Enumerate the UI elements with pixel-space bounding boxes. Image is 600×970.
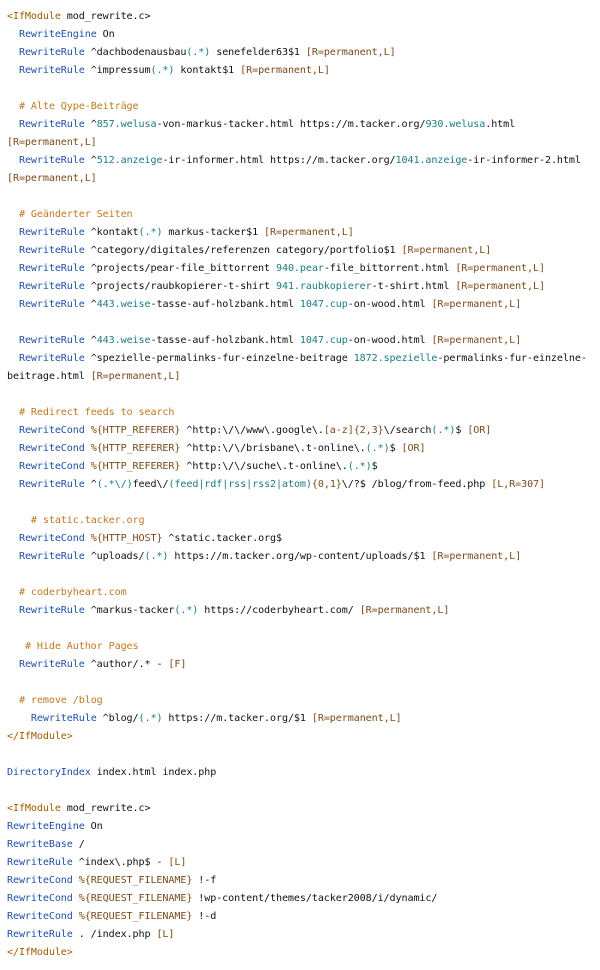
plain-text: mod_rewrite.c> [60, 11, 151, 22]
plain-text: -t-shirt.html [371, 281, 456, 292]
blank-line [7, 386, 600, 404]
plain-text: feed\/ [132, 479, 169, 490]
module-tag: <IfModule [7, 803, 61, 814]
flag-token: [L,R=307] [491, 479, 546, 490]
plain-text: ^ [84, 299, 97, 310]
code-line [7, 836, 600, 854]
blank-line [7, 188, 600, 206]
plain-text [7, 155, 19, 166]
code-line [7, 602, 600, 620]
plain-text: ^http:\/\/suche\.t-online\. [180, 461, 348, 472]
pattern-token: (.*) [431, 425, 456, 436]
directive-keyword: RewriteCond [7, 875, 73, 886]
plain-text [7, 209, 19, 220]
blank-line [7, 620, 600, 638]
code-line [7, 278, 600, 296]
plain-text: -on-wood.html [347, 335, 432, 346]
plain-text: ^kontakt [84, 227, 139, 238]
flag-token: [R=permanent,L] [431, 299, 522, 310]
flag-token: %{HTTP_HOST} [90, 533, 163, 544]
plain-text: $ [371, 461, 378, 472]
plain-text: $ [389, 443, 402, 454]
flag-token: [R=permanent,L] [431, 335, 522, 346]
blank-line [7, 566, 600, 584]
flag-token: [R=permanent,L] [240, 65, 330, 76]
code-line [7, 800, 600, 818]
code-line [7, 44, 600, 62]
code-line [7, 710, 600, 728]
plain-text: \/search [383, 425, 432, 436]
plain-text: On [84, 821, 103, 832]
pattern-token: (.*) [365, 443, 390, 454]
plain-text: https://m.tacker.org/$1 [162, 713, 312, 724]
code-line [7, 458, 600, 476]
code-line [7, 152, 600, 170]
pattern-token: (.*) [138, 227, 163, 238]
directive-keyword: RewriteEngine [18, 29, 97, 40]
plain-text: ^ [84, 119, 97, 130]
code-line [7, 548, 600, 566]
pattern-token: 940.pear [275, 263, 324, 274]
pattern-token: 443.weise [96, 299, 151, 310]
plain-text: !wp-content/themes/tacker2008/i/dynamic/ [192, 893, 438, 904]
plain-text [7, 695, 19, 706]
code-line [7, 116, 600, 134]
directive-keyword: RewriteRule [18, 479, 85, 490]
plain-text [7, 425, 19, 436]
code-line [7, 872, 600, 890]
pattern-token: (.*) [174, 605, 199, 616]
directive-keyword: RewriteRule [18, 659, 85, 670]
code-line [7, 854, 600, 872]
plain-text [7, 713, 31, 724]
code-line [7, 890, 600, 908]
plain-text: -tasse-auf-holzbank.html [150, 335, 300, 346]
directive-keyword: RewriteRule [18, 299, 85, 310]
code-line [7, 476, 600, 494]
flag-token: [R=permanent,L] [264, 227, 354, 238]
flag-token: %{REQUEST_FILENAME} [78, 893, 193, 904]
pattern-token: (feed|rdf|rss|rss2|atom) [168, 479, 312, 490]
flag-token: [L] [168, 857, 187, 868]
pattern-token: (.*) [138, 713, 163, 724]
plain-text: ^uploads/ [84, 551, 145, 562]
directive-keyword: RewriteCond [18, 533, 85, 544]
directive-keyword: RewriteCond [7, 911, 73, 922]
blank-line [7, 674, 600, 692]
pattern-token: 941.raubkopierer [275, 281, 372, 292]
plain-text [7, 281, 19, 292]
plain-text: \/?$ /blog/from-feed.php [341, 479, 492, 490]
plain-text: -file_bittorrent.html [323, 263, 456, 274]
directive-keyword: RewriteRule [18, 227, 85, 238]
plain-text [7, 119, 19, 130]
plain-text: ^ [84, 479, 97, 490]
plain-text [7, 461, 19, 472]
plain-text [7, 641, 25, 652]
pattern-token: 443.weise [96, 335, 151, 346]
code-line [7, 404, 600, 422]
plain-text: ^markus-tacker [84, 605, 175, 616]
pattern-token: 857.welusa [96, 119, 157, 130]
plain-text: -ir-informer-2.html [467, 155, 581, 166]
code-line [7, 26, 600, 44]
plain-text: -on-wood.html [347, 299, 432, 310]
plain-text: ^impressum [84, 65, 151, 76]
directive-keyword: RewriteRule [7, 929, 73, 940]
blank-line [7, 782, 600, 800]
module-tag: </IfModule> [7, 731, 73, 742]
code-line [7, 926, 600, 944]
code-line [7, 296, 600, 314]
directive-keyword: RewriteRule [18, 353, 85, 364]
flag-token: %{HTTP_REFERER} [90, 461, 181, 472]
flag-token: %{REQUEST_FILENAME} [78, 875, 193, 886]
plain-text [7, 263, 19, 274]
plain-text: ^ [84, 155, 97, 166]
plain-text: ^http:\/\/brisbane\.t-online\. [180, 443, 366, 454]
plain-text: -permalinks-fur-einzelne- [437, 353, 587, 364]
pattern-token: 1047.cup [299, 299, 348, 310]
plain-text: !-f [192, 875, 217, 886]
code-line [7, 728, 600, 746]
comment-text: # remove /blog [18, 695, 103, 706]
plain-text: -ir-informer.html https://m.tacker.org/ [162, 155, 396, 166]
pattern-token: (.*) [150, 65, 175, 76]
directive-keyword: RewriteBase [7, 839, 73, 850]
plain-text [7, 353, 19, 364]
plain-text: senefelder63$1 [210, 47, 306, 58]
directive-keyword: RewriteRule [7, 857, 73, 868]
flag-token: [R=permanent,L] [431, 551, 522, 562]
pattern-token: 1041.anzeige [395, 155, 468, 166]
comment-text: # static.tacker.org [30, 515, 145, 526]
plain-text: ^category/digitales/referenzen category/portfolio$1 [84, 245, 402, 256]
plain-text [7, 65, 19, 76]
plain-text: ^blog/ [96, 713, 139, 724]
plain-text: ^index\.php$ - [72, 857, 169, 868]
plain-text [7, 227, 19, 238]
flag-token: %{HTTP_REFERER} [90, 425, 181, 436]
plain-text: ^projects/raubkopierer-t-shirt [84, 281, 276, 292]
code-line [7, 170, 600, 188]
flag-token: [a-z]{2,3} [323, 425, 384, 436]
pattern-token: (.*\/) [96, 479, 133, 490]
plain-text: ^http:\/\/www\.google\. [180, 425, 324, 436]
code-line [7, 422, 600, 440]
flag-token: %{REQUEST_FILENAME} [78, 911, 193, 922]
code-line [7, 62, 600, 80]
code-line [7, 332, 600, 350]
flag-token: {0,1} [311, 479, 342, 490]
directive-keyword: RewriteRule [18, 65, 85, 76]
plain-text [7, 659, 19, 670]
code-line [7, 440, 600, 458]
plain-text: ^static.tacker.org$ [162, 533, 282, 544]
directive-keyword: RewriteRule [18, 47, 85, 58]
code-line [7, 206, 600, 224]
flag-token: [R=permanent,L] [7, 137, 97, 148]
plain-text: ^dachbodenausbau [84, 47, 187, 58]
pattern-token: 1872.spezielle [353, 353, 438, 364]
plain-text: -tasse-auf-holzbank.html [150, 299, 300, 310]
code-line [7, 638, 600, 656]
plain-text [7, 515, 31, 526]
flag-token: [R=permanent,L] [90, 371, 181, 382]
directive-keyword: RewriteCond [18, 443, 85, 454]
plain-text: ^spezielle-permalinks-fur-einzelne-beitrage [84, 353, 354, 364]
plain-text: kontakt$1 [174, 65, 241, 76]
code-line [7, 8, 600, 26]
directive-keyword: RewriteRule [18, 263, 85, 274]
pattern-token: (.*) [186, 47, 211, 58]
flag-token: [R=permanent,L] [305, 47, 396, 58]
code-line [7, 764, 600, 782]
directive-keyword: RewriteRule [18, 605, 85, 616]
code-line [7, 368, 600, 386]
code-line [7, 908, 600, 926]
flag-token: [R=permanent,L] [401, 245, 492, 256]
plain-text: markus-tacker$1 [162, 227, 265, 238]
directive-keyword: RewriteRule [30, 713, 97, 724]
code-line [7, 584, 600, 602]
plain-text: ^ [84, 335, 97, 346]
plain-text: ^projects/pear-file_bittorrent [84, 263, 276, 274]
flag-token: [R=permanent,L] [359, 605, 450, 616]
blank-line [7, 80, 600, 98]
plain-text [7, 299, 19, 310]
plain-text: . /index.php [72, 929, 157, 940]
plain-text: .html [485, 119, 516, 130]
plain-text: -von-markus-tacker.html https://m.tacker.org/ [156, 119, 426, 130]
blank-line [7, 494, 600, 512]
plain-text: ^author/.* - [84, 659, 169, 670]
flag-token: [R=permanent,L] [455, 263, 545, 274]
plain-text [7, 29, 19, 40]
pattern-token: 512.anzeige [96, 155, 163, 166]
code-line [7, 350, 600, 368]
flag-token: [R=permanent,L] [455, 281, 545, 292]
plain-text [7, 47, 19, 58]
code-line [7, 242, 600, 260]
plain-text: !-d [192, 911, 217, 922]
plain-text [7, 407, 19, 418]
directive-keyword: RewriteCond [18, 461, 85, 472]
comment-text: # coderbyheart.com [18, 587, 127, 598]
directive-keyword: RewriteRule [18, 155, 85, 166]
plain-text [7, 335, 19, 346]
comment-text: # Hide Author Pages [24, 641, 139, 652]
directive-keyword: RewriteCond [7, 893, 73, 904]
pattern-token: (.*) [144, 551, 169, 562]
plain-text [7, 443, 19, 454]
module-tag: </IfModule> [7, 947, 73, 958]
module-tag: <IfModule [7, 11, 61, 22]
flag-token: [OR] [401, 443, 426, 454]
directive-keyword: RewriteCond [18, 425, 85, 436]
plain-text [7, 587, 19, 598]
code-line [7, 224, 600, 242]
pattern-token: (.*) [347, 461, 372, 472]
pattern-token: 1047.cup [299, 335, 348, 346]
plain-text [7, 101, 19, 112]
code-line [7, 530, 600, 548]
code-line [7, 134, 600, 152]
flag-token: [R=permanent,L] [311, 713, 402, 724]
plain-text [7, 605, 19, 616]
plain-text: $ [455, 425, 468, 436]
flag-token: [F] [168, 659, 187, 670]
plain-text [7, 245, 19, 256]
directive-keyword: RewriteRule [18, 335, 85, 346]
plain-text: beitrage.html [7, 371, 91, 382]
flag-token: [R=permanent,L] [7, 173, 97, 184]
flag-token: [OR] [467, 425, 492, 436]
directive-keyword: RewriteRule [18, 119, 85, 130]
code-line [7, 656, 600, 674]
code-line [7, 692, 600, 710]
code-line [7, 512, 600, 530]
code-line [7, 818, 600, 836]
plain-text: On [96, 29, 115, 40]
code-line [7, 260, 600, 278]
directive-keyword: RewriteRule [18, 551, 85, 562]
directive-keyword: RewriteRule [18, 245, 85, 256]
comment-text: # Redirect feeds to search [18, 407, 175, 418]
plain-text [7, 479, 19, 490]
directive-keyword: DirectoryIndex [7, 767, 91, 778]
plain-text [7, 533, 19, 544]
directive-keyword: RewriteEngine [7, 821, 85, 832]
plain-text: index.html index.php [90, 767, 217, 778]
code-line [7, 98, 600, 116]
comment-text: # Alte Qype-Beiträge [18, 101, 139, 112]
directive-keyword: RewriteRule [18, 281, 85, 292]
blank-line [7, 746, 600, 764]
pattern-token: 930.welusa [425, 119, 486, 130]
plain-text: https://coderbyheart.com/ [198, 605, 360, 616]
plain-text [7, 551, 19, 562]
code-line [7, 944, 600, 962]
blank-line [7, 314, 600, 332]
plain-text: mod_rewrite.c> [60, 803, 151, 814]
plain-text: / [72, 839, 85, 850]
comment-text: # Geänderter Seiten [18, 209, 133, 220]
flag-token: [L] [156, 929, 175, 940]
flag-token: %{HTTP_REFERER} [90, 443, 181, 454]
plain-text: https://m.tacker.org/wp-content/uploads/$1 [168, 551, 432, 562]
